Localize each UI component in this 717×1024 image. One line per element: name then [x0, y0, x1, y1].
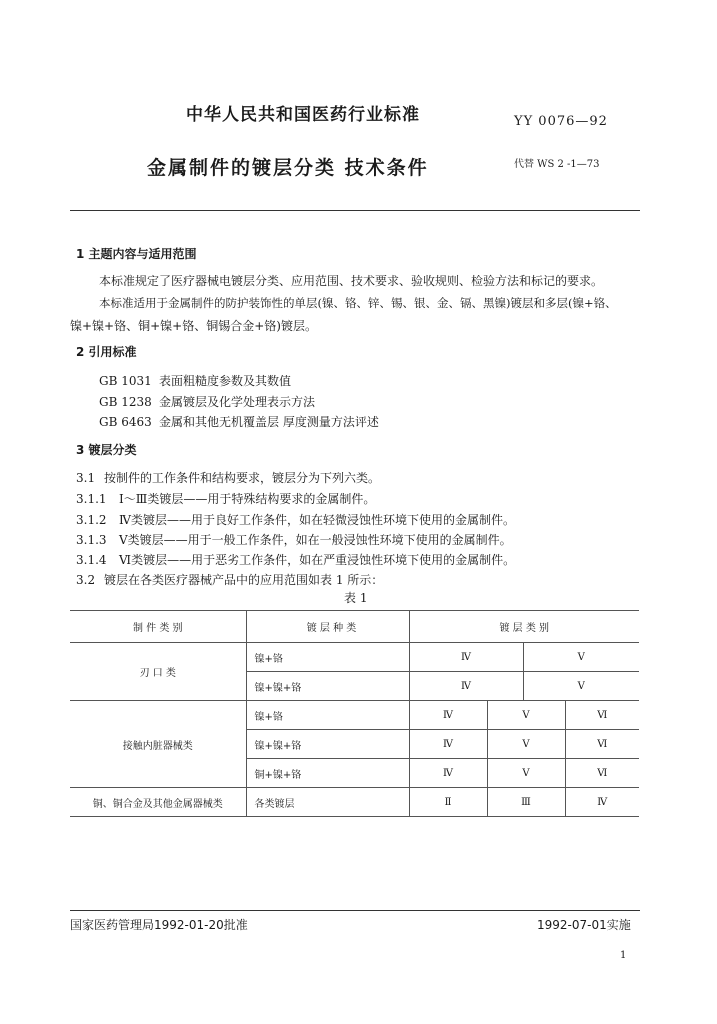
replaces-standard: 代替 WS 2 -1—73 — [514, 159, 600, 170]
clause-text: Ⅴ类镀层——用于一般工作条件，如在一般浸蚀性环境下使用的金属制件。 — [119, 533, 512, 547]
reference-item — [99, 393, 315, 410]
clause — [76, 511, 515, 528]
plating-cell: 各类镀层 — [246, 788, 409, 817]
clause — [76, 531, 512, 548]
class-cell: Ⅳ — [409, 701, 487, 730]
section-3-heading: 3 镀层分类 — [76, 443, 137, 457]
plating-cell: 镍+铬 — [246, 643, 409, 672]
class-cell: Ⅴ — [523, 643, 639, 672]
clause — [76, 571, 383, 588]
document-title: 金属制件的镀层分类 技术条件 — [147, 157, 429, 179]
class-cell: Ⅴ — [487, 759, 565, 788]
class-cell: Ⅳ — [409, 730, 487, 759]
class-cell: Ⅴ — [487, 701, 565, 730]
section-1-para-2-line-2: 镍+镍+铬、铜+镍+铬、铜锡合金+铬)镀层。 — [70, 319, 317, 333]
table-header-row — [70, 611, 639, 643]
clause — [76, 490, 375, 507]
reference-item — [99, 413, 379, 430]
clause-number: 3.1 — [76, 471, 96, 485]
reference-code: GB 1238 — [99, 395, 152, 409]
clause — [76, 551, 515, 568]
plating-classification-table — [70, 610, 639, 817]
category-cell: 接触内脏器械类 — [70, 701, 246, 788]
class-cell: Ⅱ — [409, 788, 487, 817]
clause — [76, 469, 380, 486]
section-2-heading: 2 引用标准 — [76, 345, 137, 359]
table-row — [70, 643, 639, 672]
plating-cell: 镍+铬 — [246, 701, 409, 730]
category-cell: 铜、铜合金及其他金属器械类 — [70, 788, 246, 817]
clause-number: 3.1.1 — [76, 492, 107, 506]
class-cell: Ⅳ — [409, 672, 523, 701]
reference-title: 金属镀层及化学处理表示方法 — [159, 395, 316, 409]
page-number: 1 — [620, 950, 627, 961]
clause-number: 3.2 — [76, 573, 96, 587]
clause-text: Ⅰ～Ⅲ类镀层——用于特殊结构要求的金属制件。 — [119, 492, 376, 506]
class-cell: Ⅴ — [487, 730, 565, 759]
clause-text: Ⅵ类镀层——用于恶劣工作条件，如在严重浸蚀性环境下使用的金属制件。 — [119, 553, 516, 567]
clause-text: Ⅳ类镀层——用于良好工作条件，如在轻微浸蚀性环境下使用的金属制件。 — [119, 513, 515, 527]
class-cell: Ⅳ — [409, 759, 487, 788]
clause-text: 镀层在各类医疗器械产品中的应用范围如表 1 所示： — [104, 573, 384, 587]
clause-number: 3.1.4 — [76, 553, 107, 567]
implementation-date: 1992-07-01实施 — [537, 918, 631, 932]
class-cell: Ⅵ — [565, 701, 639, 730]
reference-title: 表面粗糙度参数及其数值 — [159, 374, 292, 388]
issuing-organization: 中华人民共和国医药行业标准 — [186, 105, 420, 125]
class-cell: Ⅵ — [565, 759, 639, 788]
header-part-category: 制 件 类 别 — [70, 611, 246, 643]
clause-number: 3.1.2 — [76, 513, 107, 527]
approval-statement: 国家医药管理局1992-01-20批准 — [70, 918, 248, 932]
class-cell: Ⅳ — [409, 643, 523, 672]
reference-code: GB 6463 — [99, 415, 152, 429]
class-cell: Ⅳ — [565, 788, 639, 817]
section-1-para-1: 本标准规定了医疗器械电镀层分类、应用范围、技术要求、验收规则、检验方法和标记的要求。 — [99, 274, 604, 288]
reference-code: GB 1031 — [99, 374, 152, 388]
category-cell: 刃 口 类 — [70, 643, 246, 701]
plating-cell: 镍+镍+铬 — [246, 730, 409, 759]
plating-cell: 铜+镍+铬 — [246, 759, 409, 788]
table-row — [70, 788, 639, 817]
table-caption: 表 1 — [344, 591, 368, 605]
clause-number: 3.1.3 — [76, 533, 107, 547]
reference-item — [99, 372, 291, 389]
header-plating-type: 镀 层 种 类 — [246, 611, 409, 643]
header-divider — [70, 210, 640, 211]
clause-text: 按制件的工作条件和结构要求，镀层分为下列六类。 — [104, 471, 381, 485]
standard-code: YY 0076—92 — [514, 114, 608, 129]
class-cell: Ⅴ — [523, 672, 639, 701]
table-row — [70, 701, 639, 730]
section-1-para-2-line-1: 本标准适用于金属制件的防护装饰性的单层(镍、铬、锌、锡、银、金、镉、黑镍)镀层和多层(镍+铬、 — [99, 296, 617, 310]
header-plating-class: 镀 层 类 别 — [409, 611, 639, 643]
plating-cell: 镍+镍+铬 — [246, 672, 409, 701]
section-1-heading: 1 主题内容与适用范围 — [76, 247, 197, 261]
class-cell: Ⅵ — [565, 730, 639, 759]
footer-divider — [70, 910, 640, 911]
class-cell: Ⅲ — [487, 788, 565, 817]
reference-title: 金属和其他无机覆盖层 厚度测量方法评述 — [159, 415, 379, 429]
